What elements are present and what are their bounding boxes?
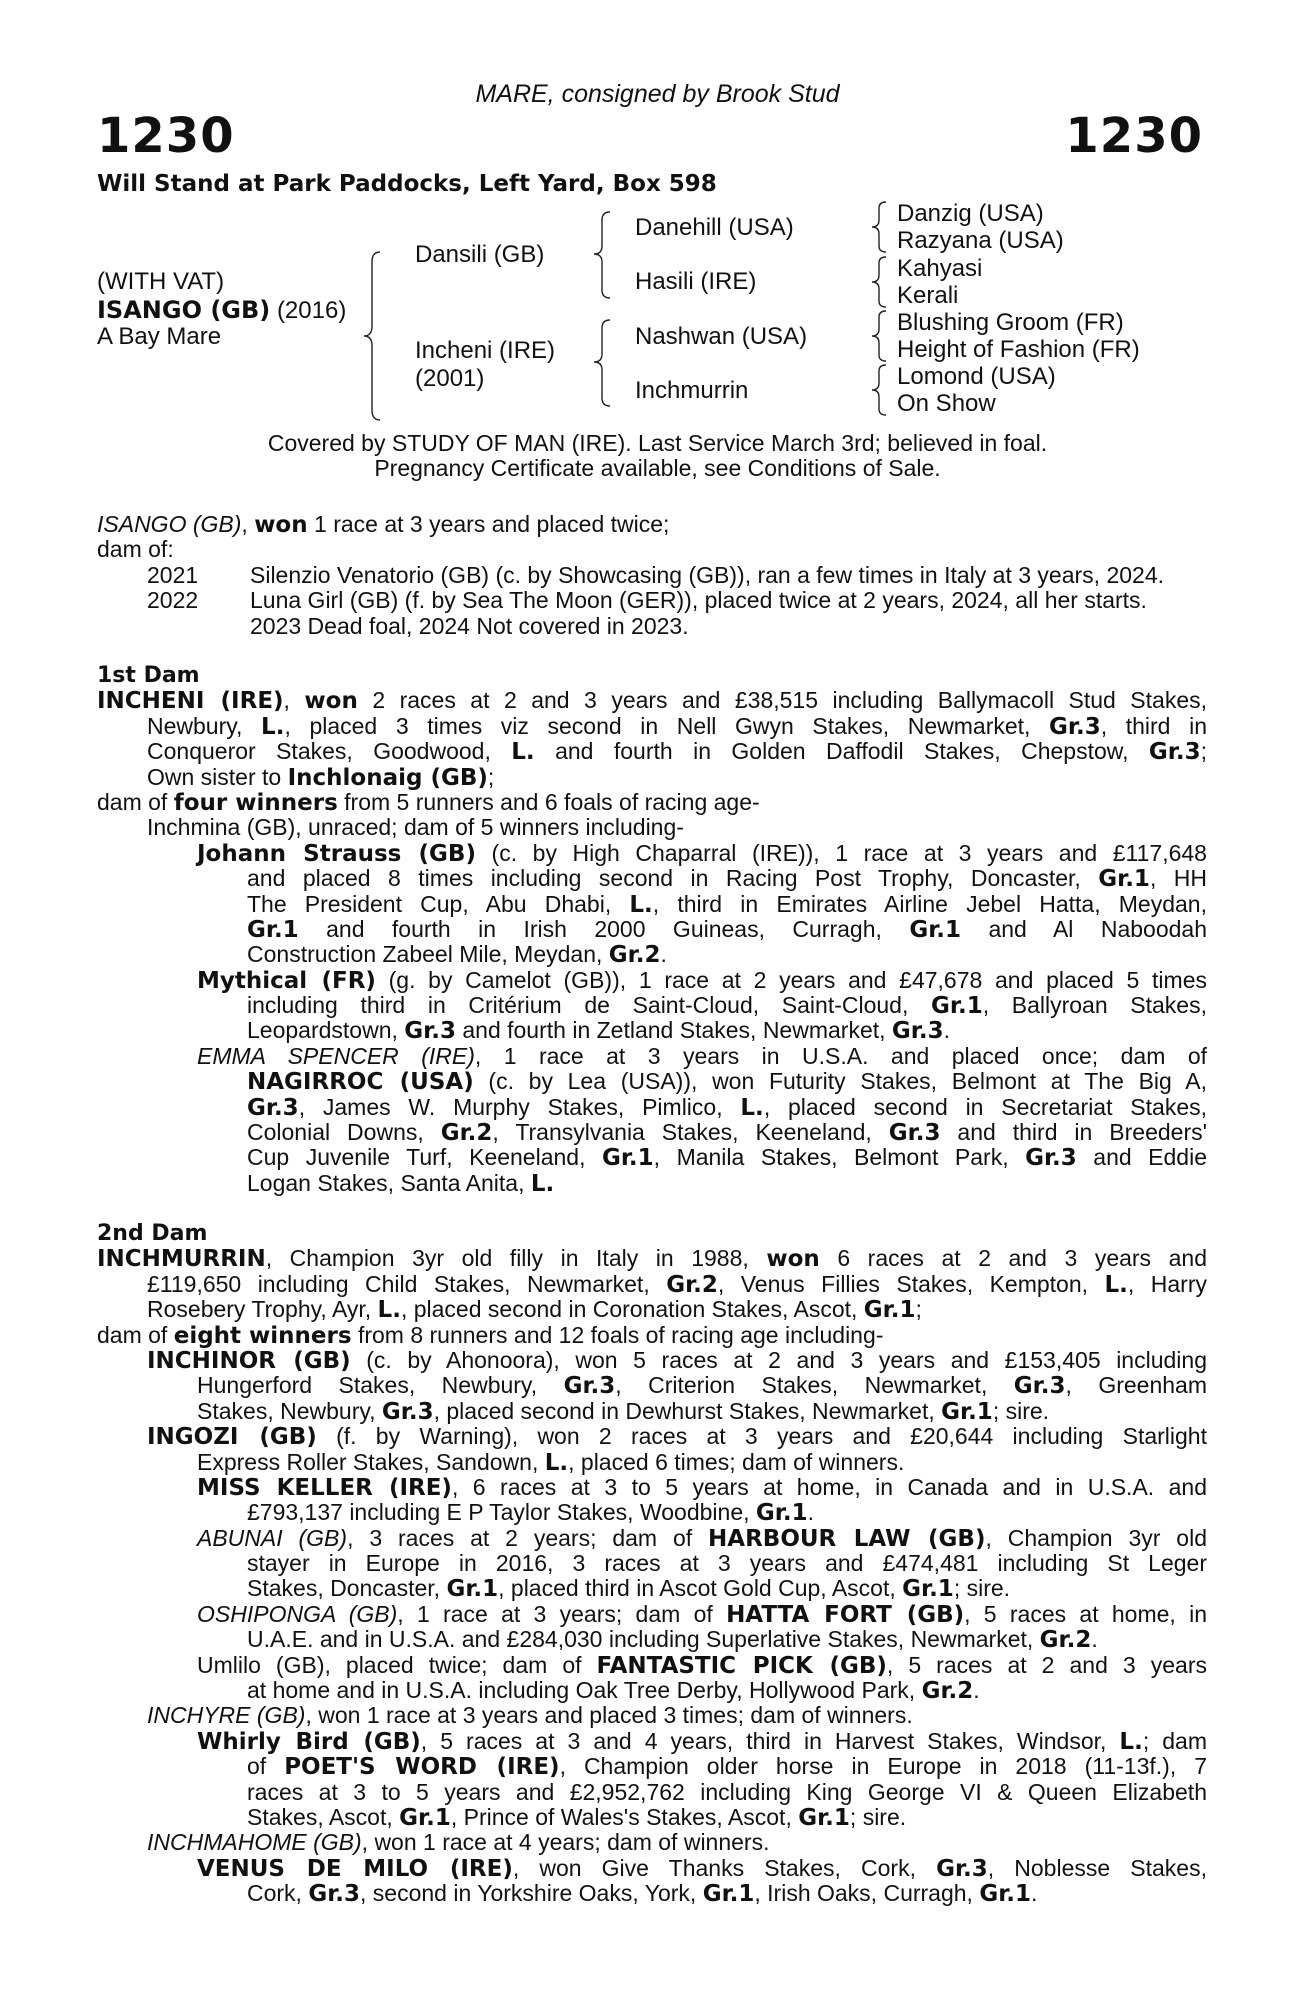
sire-dam-brace xyxy=(360,250,384,422)
covered-note xyxy=(0,431,1315,481)
bold-text: Gr.3 xyxy=(381,1398,434,1425)
ingozi-line xyxy=(97,1424,1207,1449)
intro-rest: 1 race at 3 years and placed twice; xyxy=(307,511,670,537)
italic-text: INCHYRE (GB) xyxy=(147,1702,306,1729)
text-span: £793,137 including E P Taylor Stakes, Woodbine, xyxy=(247,1499,756,1526)
bold-text: Gr.3 xyxy=(404,1018,456,1045)
gen3-dsd: Height of Fashion (FR) xyxy=(897,336,1140,363)
text-span: , second in Yorkshire Oaks, York, xyxy=(360,1880,703,1907)
text-span: , 1 race at 3 years; dam of xyxy=(397,1600,727,1627)
bold-text: Gr.1 xyxy=(941,1398,993,1425)
inchmurrin-line xyxy=(97,1272,1207,1297)
bold-text: Gr.1 xyxy=(446,1576,499,1603)
text-span: (c. by Lea (USA)), won Futurity Stakes, Belmont at The Big A, xyxy=(473,1068,1207,1095)
text-span: Stakes, Ascot, xyxy=(247,1803,400,1830)
oshiponga-line xyxy=(97,1602,1207,1627)
inchinor-line xyxy=(97,1348,1207,1373)
text-span: and third in Breeders' xyxy=(940,1119,1207,1146)
text-span: (f. by Warning), won 2 races at 3 years and £20,644 including Starlight xyxy=(316,1423,1207,1450)
text-span: , placed second in Secretariat Stakes, xyxy=(763,1093,1207,1120)
gen3-dds: Lomond (USA) xyxy=(897,363,1056,390)
whirly-bird-line: races at 3 to 5 years and £2,952,762 including King George VI & Queen Elizabeth xyxy=(247,1778,1207,1805)
dam-sire: Nashwan (USA) xyxy=(635,323,808,350)
text-span: , 5 races at 3 and 4 years, third in Harvest Stakes, Windsor, xyxy=(420,1727,1120,1754)
text-span: Stakes, Doncaster, xyxy=(247,1575,447,1602)
bold-text: Gr.1 xyxy=(1098,866,1150,893)
bold-text: HATTA FORT (GB) xyxy=(726,1601,965,1628)
johann-strauss-line xyxy=(97,841,1207,866)
dam: Incheni (IRE) xyxy=(415,337,556,364)
text-span: , Harry xyxy=(1127,1270,1208,1297)
horse-name: ISANGO (GB) xyxy=(97,296,271,324)
emma-spencer-line xyxy=(97,1069,1207,1094)
brace-4b xyxy=(868,255,890,309)
first-dam-heading: 1st Dam xyxy=(97,663,200,688)
fd-line xyxy=(97,714,1207,739)
text-span: and Al Naboodah xyxy=(961,915,1207,942)
text-span: 6 races at 2 and 3 years and xyxy=(819,1245,1207,1272)
text-span: Colonial Downs, xyxy=(247,1119,441,1146)
text-span: . xyxy=(807,1499,814,1526)
text-span: 2 races at 2 and 3 years and £38,515 including Ballymacoll Stud Stakes, xyxy=(357,687,1208,714)
inchyre-line xyxy=(97,1703,1207,1728)
text-span: Cup Juvenile Turf, Keeneland, xyxy=(247,1144,602,1171)
italic-text: ABUNAI (GB) xyxy=(197,1524,348,1551)
text-span: Leopardstown, xyxy=(247,1017,405,1044)
text-span: and placed 8 times including second in Racing Post Trophy, Doncaster, xyxy=(247,865,1099,892)
fd-line: INCHENI (IRE), won 2 races at 2 and 3 years and £38,515 including Ballymacoll Stud Stakes, xyxy=(97,687,1208,715)
emma-spencer-line xyxy=(97,1044,1207,1069)
bold-text: four winners xyxy=(173,789,338,816)
mythical-line xyxy=(97,968,1207,993)
bold-text: Gr.1 xyxy=(247,916,299,943)
text-span: Stakes, Newbury, xyxy=(197,1397,382,1424)
text-span: Rosebery Trophy, Ayr, xyxy=(147,1296,378,1323)
inchmurrin-line xyxy=(97,1323,1207,1348)
bold-text: Inchlonaig (GB) xyxy=(287,764,488,791)
italic-text: OSHIPONGA (GB) xyxy=(197,1600,398,1627)
bold-text: Mythical (FR) xyxy=(197,967,376,994)
text-span: , won 1 race at 4 years; dam of winners. xyxy=(361,1829,770,1856)
bold-text: Gr.3 xyxy=(308,1881,361,1908)
text-span: from 5 runners and 6 foals of racing age- xyxy=(337,788,760,815)
produce-row xyxy=(97,614,1207,639)
text-span: , third in xyxy=(1100,712,1207,739)
text-span: Own sister to xyxy=(147,763,288,790)
mythical-line xyxy=(97,1018,1207,1043)
text-span: Newbury, xyxy=(147,712,262,739)
text-span: . xyxy=(1031,1880,1038,1907)
horse-name-line xyxy=(97,296,346,325)
bold-text: L. xyxy=(740,1094,764,1121)
text-span: from 8 runners and 12 foals of racing age including- xyxy=(351,1321,884,1348)
bold-text: L. xyxy=(544,1449,569,1476)
text-span: , Prince of Wales's Stakes, Ascot, xyxy=(450,1803,799,1830)
text-span: (c. by High Chaparral (IRE)), 1 race at 3 years and £117,648 xyxy=(475,839,1207,866)
text-span: at home and in U.S.A. including Oak Tree Derby, Hollywood Park, xyxy=(247,1677,922,1704)
bold-text: Gr.3 xyxy=(563,1373,616,1400)
text-span: and fourth in Golden Daffodil Stakes, Chepstow, xyxy=(534,738,1149,765)
bold-text: INGOZI (GB) xyxy=(147,1424,317,1451)
bold-text: VENUS DE MILO (IRE) xyxy=(197,1855,513,1882)
bold-text: Whirly Bird (GB) xyxy=(197,1728,421,1755)
bold-text: L. xyxy=(377,1297,401,1324)
gen3-sdd: Kerali xyxy=(897,282,959,309)
text-span: ; xyxy=(487,763,495,790)
text-span: ; xyxy=(915,1296,922,1323)
bold-text: Gr.2 xyxy=(440,1120,493,1147)
text-span: ; sire. xyxy=(953,1575,1011,1602)
text-span: £119,650 including Child Stakes, Newmarket, xyxy=(147,1270,667,1297)
text-span: , 3 races at 2 years; dam of xyxy=(347,1524,709,1551)
text-span: , won 1 race at 3 years and placed 3 times; dam of winners. xyxy=(305,1702,913,1729)
brace-4d xyxy=(868,363,890,417)
bold-text: L. xyxy=(1104,1271,1128,1298)
bold-text: Gr.2 xyxy=(608,942,661,969)
text-span: , 5 races at 2 and 3 years xyxy=(886,1651,1207,1678)
text-span: , 6 races at 3 to 5 years at home, in Canada and in U.S.A. and xyxy=(451,1473,1208,1500)
gen3-sss: Danzig (USA) xyxy=(897,200,1044,227)
text-span: dam of xyxy=(97,1321,174,1348)
text-span: . xyxy=(973,1677,980,1704)
johann-strauss-line xyxy=(97,917,1207,942)
brace-4a xyxy=(868,200,890,254)
bold-text: Gr.3 xyxy=(1049,713,1101,740)
bold-text: Gr.1 xyxy=(902,1576,954,1603)
bold-text: Gr.1 xyxy=(755,1500,808,1527)
consignment-line: MARE, consigned by Brook Stud xyxy=(475,80,840,108)
text-span: , Champion older horse in Europe in 2018 (11-13f.), 7 xyxy=(559,1753,1207,1780)
text-span: , HH xyxy=(1149,865,1207,892)
inchmurrin-line xyxy=(97,1246,1207,1271)
inchinor-line xyxy=(97,1399,1207,1424)
text-span: , third in Emirates Airline Jebel Hatta, Meydan, xyxy=(652,890,1207,917)
text-span: Construction Zabeel Mile, Meydan, xyxy=(247,941,609,968)
gen3-sds: Kahyasi xyxy=(897,255,983,282)
bold-text: L. xyxy=(511,739,535,766)
bold-text: won xyxy=(766,1246,820,1273)
bold-text: Gr.3 xyxy=(1148,739,1201,766)
horse-desc: A Bay Mare xyxy=(97,323,222,350)
bold-text: L. xyxy=(629,891,653,918)
bold-text: L. xyxy=(261,713,285,740)
mythical-line xyxy=(97,993,1207,1018)
inchmahome-line xyxy=(97,1830,1207,1855)
dam-dam: Inchmurrin xyxy=(635,377,749,404)
gen3-dss: Blushing Groom (FR) xyxy=(897,309,1124,336)
stand-location: Will Stand at Park Paddocks, Left Yard, Box 598 xyxy=(97,171,717,197)
produce-text: 2023 Dead foal, 2024 Not covered in 2023. xyxy=(250,612,689,639)
text-span: , placed third in Ascot Gold Cup, Ascot, xyxy=(498,1575,903,1602)
bold-text: Gr.2 xyxy=(921,1678,974,1705)
emma-spencer-line xyxy=(97,1145,1207,1170)
bold-text: Gr.2 xyxy=(666,1271,718,1298)
text-span: Hungerford Stakes, Newbury, xyxy=(197,1372,564,1399)
text-span: , 5 races at home, in xyxy=(964,1600,1207,1627)
abunai-line xyxy=(97,1526,1207,1551)
emma-spencer-line xyxy=(97,1095,1207,1120)
text-span: and fourth in Irish 2000 Guineas, Curragh, xyxy=(298,915,910,942)
bold-text: NAGIRROC (USA) xyxy=(247,1069,474,1096)
bold-text: Johann Strauss (GB) xyxy=(197,840,476,867)
text-span: ; xyxy=(1200,738,1207,765)
italic-text: INCHMAHOME (GB) xyxy=(147,1829,362,1856)
bold-text: Gr.1 xyxy=(399,1804,451,1831)
bold-text: eight winners xyxy=(173,1322,352,1349)
horse-vat: (WITH VAT) xyxy=(97,268,225,295)
text-span: , Ballyroan Stakes, xyxy=(982,992,1207,1019)
produce-row xyxy=(97,588,1207,613)
gen3-ddd: On Show xyxy=(897,390,996,417)
bold-text: Gr.3 xyxy=(936,1855,988,1882)
text-span: including third in Critérium de Saint-Cloud, Saint-Cloud, xyxy=(247,992,932,1019)
text-span: , Champion 3yr old xyxy=(985,1524,1207,1551)
text-span: (g. by Camelot (GB)), 1 race at 2 years and £47,678 and placed 5 times xyxy=(375,966,1207,993)
text-span: ; sire. xyxy=(849,1803,907,1830)
sire-sire: Danehill (USA) xyxy=(635,214,794,241)
produce-year: 2022 xyxy=(147,587,199,614)
intro-name: ISANGO (GB) xyxy=(97,511,242,537)
bold-text: Gr.1 xyxy=(909,916,962,943)
dam-parents-brace xyxy=(590,318,614,408)
emma-spencer-line xyxy=(97,1171,1207,1196)
fd-line xyxy=(97,765,1207,790)
oshiponga-line xyxy=(97,1627,1207,1652)
bold-text: won xyxy=(304,688,358,715)
inchinor-line xyxy=(97,1373,1207,1398)
horse-year: (2016) xyxy=(276,297,347,324)
bold-text: HARBOUR LAW (GB) xyxy=(708,1525,986,1552)
intro-won: won xyxy=(254,512,308,538)
text-span: . xyxy=(1091,1626,1098,1653)
bold-text: Gr.1 xyxy=(863,1297,916,1324)
covered-line-1: Covered by STUDY OF MAN (IRE). Last Service March 3rd; believed in foal. xyxy=(267,430,1048,456)
abunai-line: stayer in Europe in 2016, 3 races at 3 years and £474,481 including St Leger xyxy=(247,1550,1207,1577)
text-span: ; sire. xyxy=(992,1397,1050,1424)
bold-text: Gr.3 xyxy=(888,1120,941,1147)
text-span: Umlilo (GB), placed twice; dam of xyxy=(197,1651,597,1678)
fd-name: INCHENI (IRE) xyxy=(97,688,284,715)
sire: Dansili (GB) xyxy=(415,241,545,268)
text-span: , Manila Stakes, Belmont Park, xyxy=(653,1144,1026,1171)
produce-text: Luna Girl (GB) (f. by Sea The Moon (GER)), placed twice at 2 years, 2024, all her starts. xyxy=(250,587,1147,614)
text-span: ; dam xyxy=(1142,1727,1207,1754)
johann-strauss-line xyxy=(97,866,1207,891)
text-span: , Champion 3yr old filly in Italy in 1988, xyxy=(265,1245,767,1272)
bold-text: Gr.3 xyxy=(1013,1373,1066,1400)
intro-dam-of: dam of: xyxy=(97,536,174,563)
second-dam-section xyxy=(97,1221,1207,1907)
text-span: dam of xyxy=(97,788,174,815)
covered-line-2: Pregnancy Certificate available, see Conditions of Sale. xyxy=(374,455,941,481)
miss-keller-line xyxy=(97,1475,1207,1500)
produce-year xyxy=(97,614,250,639)
produce-text: Silenzio Venatorio (GB) (c. by Showcasing (GB)), ran a few times in Italy at 3 years, 2024. xyxy=(250,561,1165,588)
emma-spencer-line xyxy=(97,1120,1207,1145)
fd-line xyxy=(97,739,1207,764)
text-span: , placed second in Dewhurst Stakes, Newmarket, xyxy=(433,1397,942,1424)
venus-de-milo-line xyxy=(97,1856,1207,1881)
umlilo-line xyxy=(97,1653,1207,1678)
lot-number-left: 1230 xyxy=(97,108,235,164)
text-span: Conqueror Stakes, Goodwood, xyxy=(147,738,512,765)
text-span: , Transylvania Stakes, Keeneland, xyxy=(492,1119,889,1146)
text-span: , Irish Oaks, Curragh, xyxy=(754,1880,980,1907)
second-dam-heading: 2nd Dam xyxy=(97,1221,208,1246)
first-dam-section xyxy=(97,663,1207,1196)
johann-strauss-line xyxy=(97,942,1207,967)
text-span: Express Roller Stakes, Sandown, xyxy=(197,1448,545,1475)
bold-text: Gr.3 xyxy=(891,1018,944,1045)
italic-text: EMMA SPENCER (IRE) xyxy=(197,1042,475,1069)
ingozi-line xyxy=(97,1450,1207,1475)
whirly-bird-line xyxy=(97,1754,1207,1779)
produce-row xyxy=(97,563,1207,588)
text-span: The President Cup, Abu Dhabi, xyxy=(247,890,630,917)
bold-text: Gr.1 xyxy=(798,1804,850,1831)
gen3-ssd: Razyana (USA) xyxy=(897,227,1064,254)
fd-line: Inchmina (GB), unraced; dam of 5 winners including- xyxy=(147,814,684,841)
venus-de-milo-line xyxy=(97,1881,1207,1906)
bold-text: INCHINOR (GB) xyxy=(147,1347,351,1374)
bold-text: Gr.3 xyxy=(247,1094,299,1121)
lot-number-right: 1230 xyxy=(1065,108,1203,164)
text-span: , placed second in Coronation Stakes, Ascot, xyxy=(400,1296,864,1323)
text-span: . xyxy=(943,1017,950,1044)
bold-text: Gr.1 xyxy=(979,1881,1032,1908)
text-span: , Venus Fillies Stakes, Kempton, xyxy=(717,1270,1105,1297)
bold-text: Gr.2 xyxy=(1039,1627,1092,1654)
bold-text: INCHMURRIN xyxy=(97,1246,266,1273)
text-span: (c. by Ahonoora), won 5 races at 2 and 3 years and £153,405 including xyxy=(350,1346,1207,1373)
umlilo-line xyxy=(97,1678,1207,1703)
bold-text: POET'S WORD (IRE) xyxy=(284,1754,560,1781)
text-span: , Greenham xyxy=(1065,1372,1207,1399)
bold-text: Gr.1 xyxy=(702,1881,755,1908)
whirly-bird-line xyxy=(97,1805,1207,1830)
bold-text: FANTASTIC PICK (GB) xyxy=(596,1652,887,1679)
bold-text: Gr.3 xyxy=(1025,1145,1077,1172)
bold-text: L. xyxy=(530,1170,555,1197)
text-span: , James W. Murphy Stakes, Pimlico, xyxy=(298,1093,741,1120)
text-span: , 1 race at 3 years in U.S.A. and placed once; dam of xyxy=(474,1042,1208,1069)
text-span: and Eddie xyxy=(1076,1144,1207,1171)
text-span: of xyxy=(247,1753,285,1780)
text-span: , placed 6 times; dam of winners. xyxy=(568,1448,905,1475)
abunai-line xyxy=(97,1576,1207,1601)
bold-text: MISS KELLER (IRE) xyxy=(197,1474,452,1501)
text-span: and fourth in Zetland Stakes, Newmarket, xyxy=(455,1017,892,1044)
text-span: Cork, xyxy=(247,1880,309,1907)
miss-keller-line xyxy=(97,1500,1207,1525)
whirly-bird-line xyxy=(97,1729,1207,1754)
bold-text: Gr.1 xyxy=(601,1145,654,1172)
sire-dam: Hasili (IRE) xyxy=(635,268,757,295)
produce-year: 2021 xyxy=(147,561,199,588)
text-span: , Noblesse Stakes, xyxy=(987,1854,1207,1881)
sire-parents-brace xyxy=(590,210,614,300)
text-span: U.A.E. and in U.S.A. and £284,030 including Superlative Stakes, Newmarket, xyxy=(247,1626,1040,1653)
text-span: Logan Stakes, Santa Anita, xyxy=(247,1169,531,1196)
text-span: . xyxy=(660,941,667,968)
brace-4c xyxy=(868,309,890,363)
fd-line xyxy=(97,790,1207,815)
mare-record: ISANGO (GB), won 1 race at 3 years and placed twice; dam of: 2021 Silenzio Venatorio (GB) (c. by Showcasing (GB)), ran a few times in Italy at 3 years, 2024. 2022 Luna Girl (GB) (f. by Sea The Moon (GER)), placed twice at 2 years, 2024, all her starts. 2023 Dead foal, 2024 Not covered in 2023. xyxy=(97,512,1207,639)
johann-strauss-line xyxy=(97,892,1207,917)
bold-text: Gr.1 xyxy=(931,993,983,1020)
text-span: , Criterion Stakes, Newmarket, xyxy=(615,1372,1014,1399)
text-span: , won Give Thanks Stakes, Cork, xyxy=(512,1854,937,1881)
bold-text: L. xyxy=(1119,1728,1143,1755)
dam-year: (2001) xyxy=(415,365,485,392)
text-span: , placed 3 times viz second in Nell Gwyn Stakes, Newmarket, xyxy=(284,712,1050,739)
inchmurrin-line xyxy=(97,1297,1207,1322)
